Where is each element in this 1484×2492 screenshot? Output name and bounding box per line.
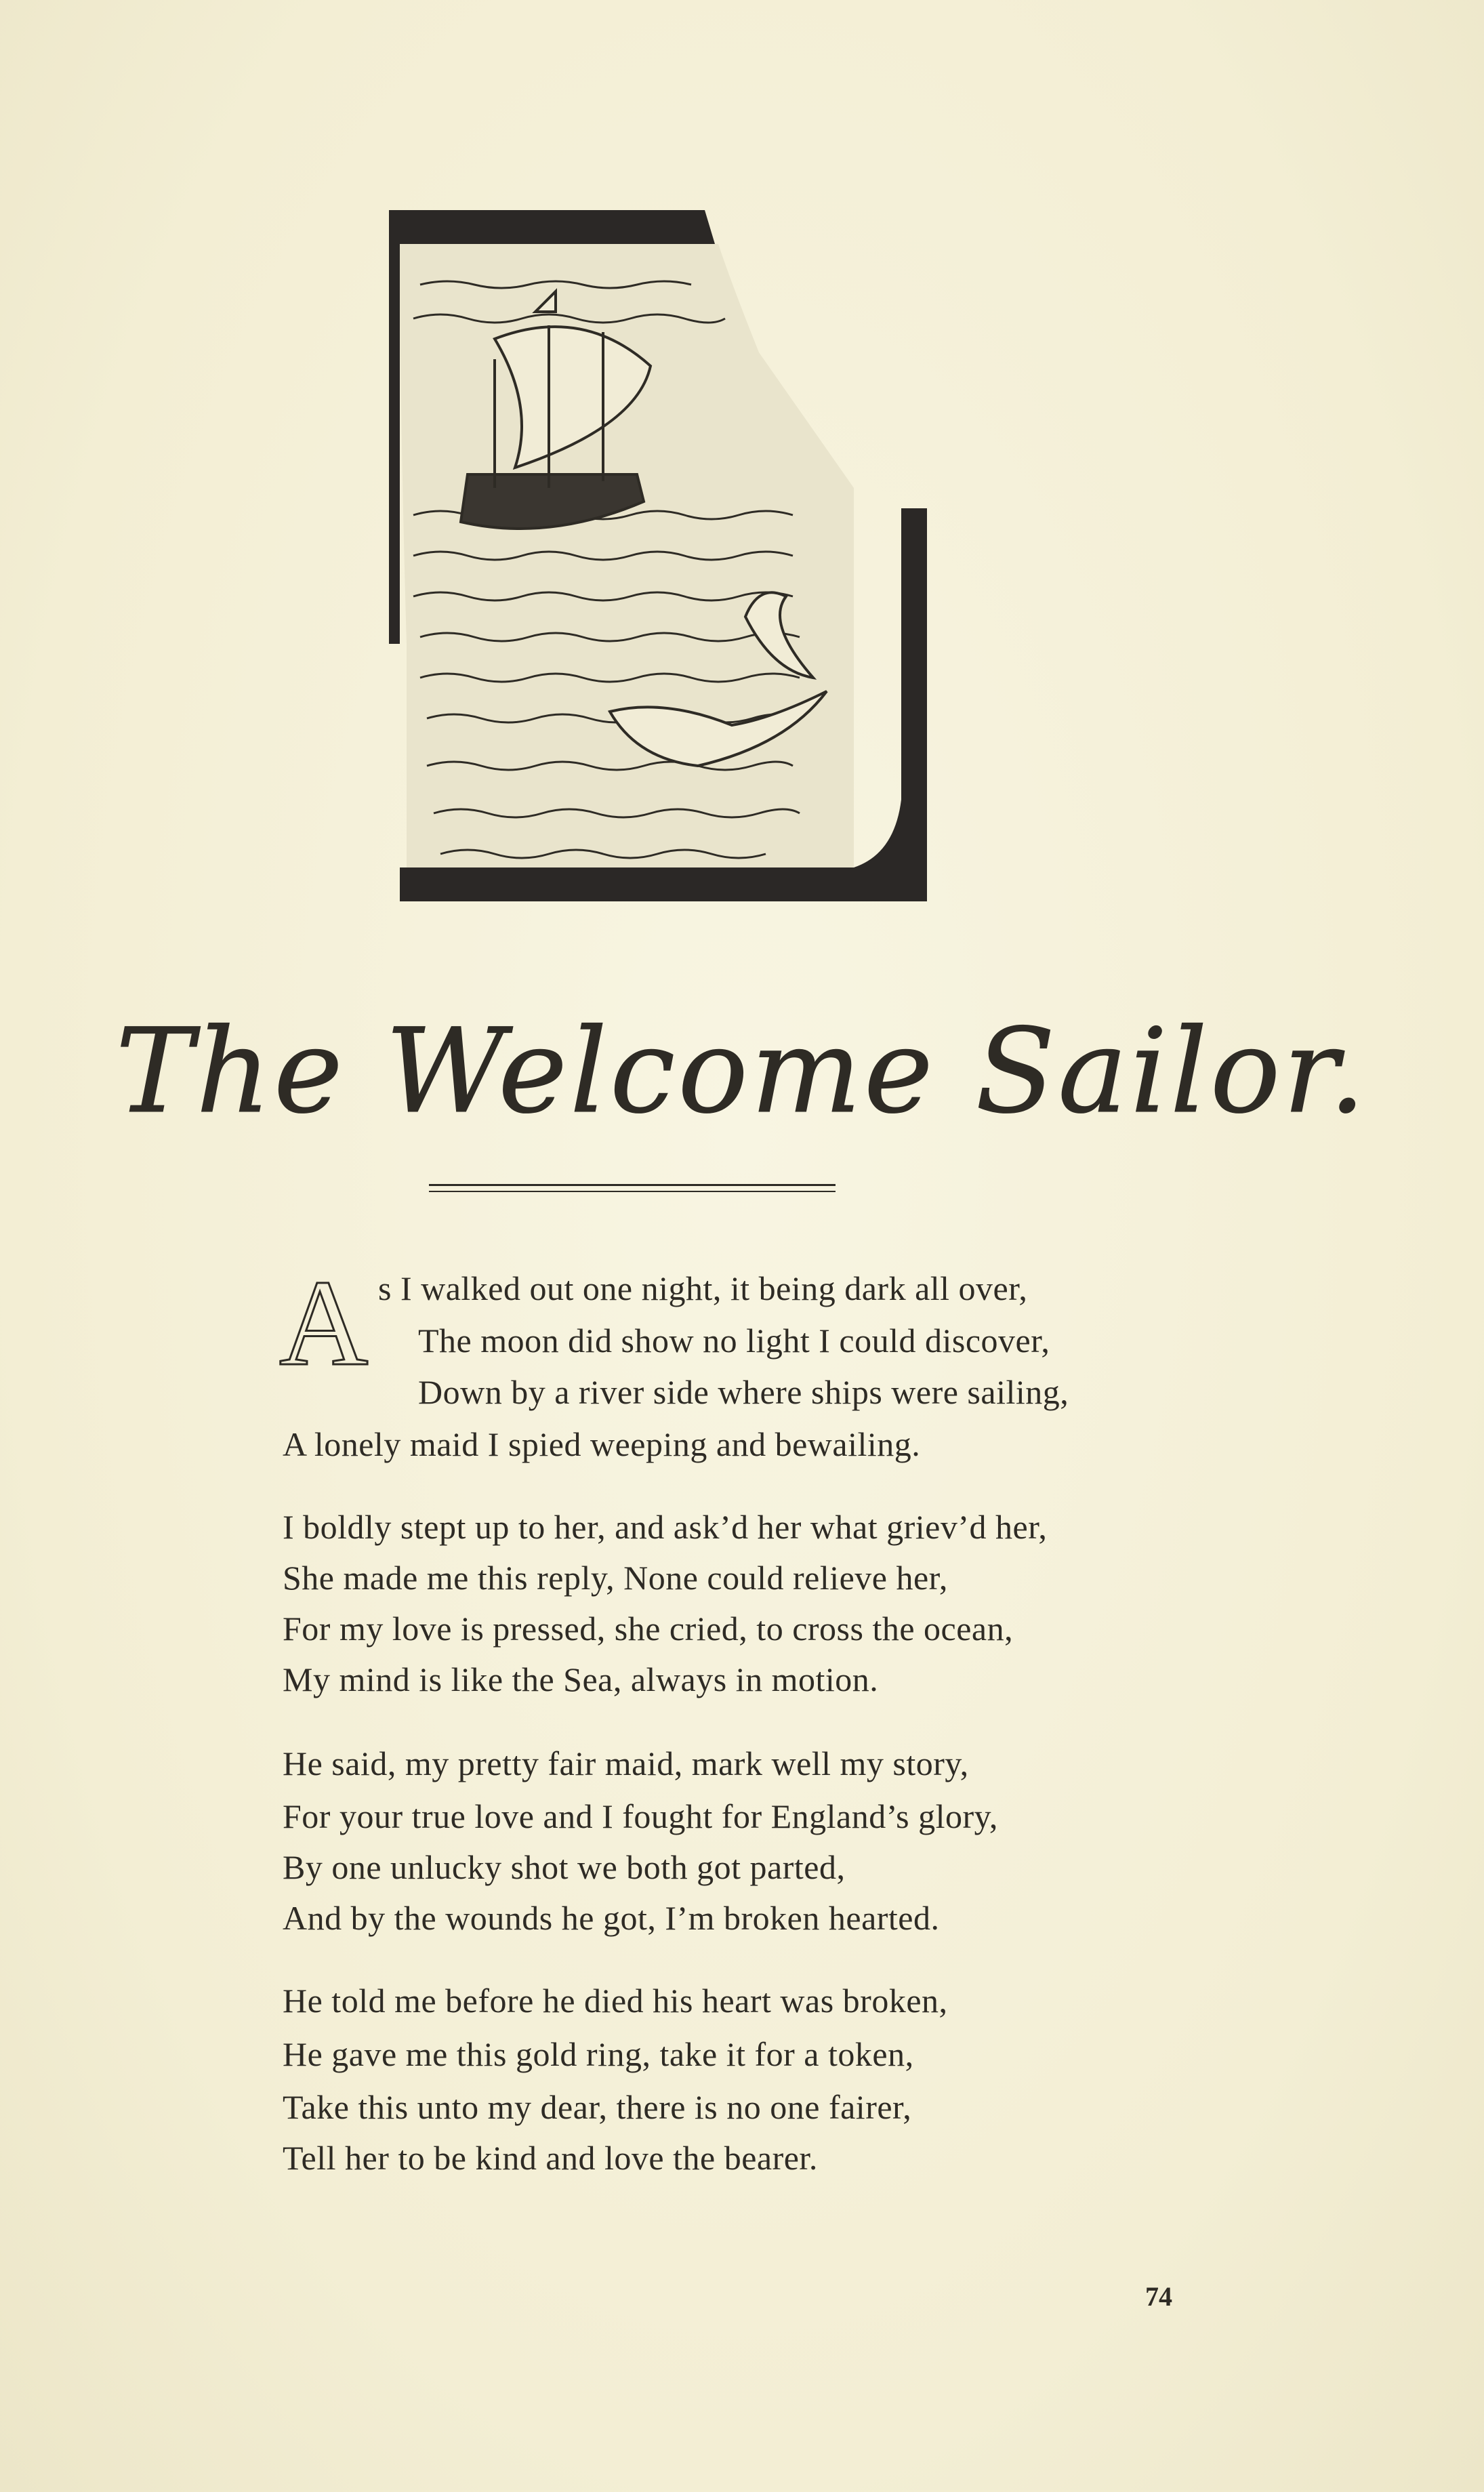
page-number: 74 bbox=[1145, 2281, 1172, 2312]
poem-line: I boldly stept up to her, and ask’d her what griev’d her, bbox=[283, 1508, 1048, 1546]
poem-line: By one unlucky shot we both got parted, bbox=[283, 1848, 846, 1886]
poem-line: He said, my pretty fair maid, mark well my story, bbox=[283, 1744, 969, 1782]
poem-line: Down by a river side where ships were sailing, bbox=[418, 1373, 1069, 1411]
title-divider-bottom bbox=[429, 1191, 836, 1192]
poem-line: She made me this reply, None could relieve her, bbox=[283, 1559, 948, 1597]
poem-line: The moon did show no light I could discover, bbox=[418, 1322, 1050, 1360]
poem-title: The Welcome Sailor. bbox=[115, 1003, 1369, 1139]
poem-line: s I walked out one night, it being dark all over, bbox=[378, 1269, 1028, 1307]
poem-line: My mind is like the Sea, always in motion. bbox=[283, 1660, 879, 1698]
poem-line: And by the wounds he got, I’m broken hearted. bbox=[283, 1899, 940, 1937]
poem-line: He gave me this gold ring, take it for a token, bbox=[283, 2035, 914, 2073]
poem-line: A lonely maid I spied weeping and bewailing. bbox=[283, 1425, 921, 1463]
poem-line: He told me before he died his heart was broken, bbox=[283, 1982, 948, 2020]
poem-line: For your true love and I fought for England’s glory, bbox=[283, 1797, 998, 1835]
drop-cap: A bbox=[279, 1255, 369, 1391]
title-divider-top bbox=[429, 1184, 836, 1186]
poem-line: Tell her to be kind and love the bearer. bbox=[283, 2139, 818, 2177]
poem-line: For my love is pressed, she cried, to cross the ocean, bbox=[283, 1610, 1014, 1648]
ship-and-whale-woodcut-illustration bbox=[379, 203, 935, 915]
poem-line: Take this unto my dear, there is no one fairer, bbox=[283, 2088, 912, 2126]
